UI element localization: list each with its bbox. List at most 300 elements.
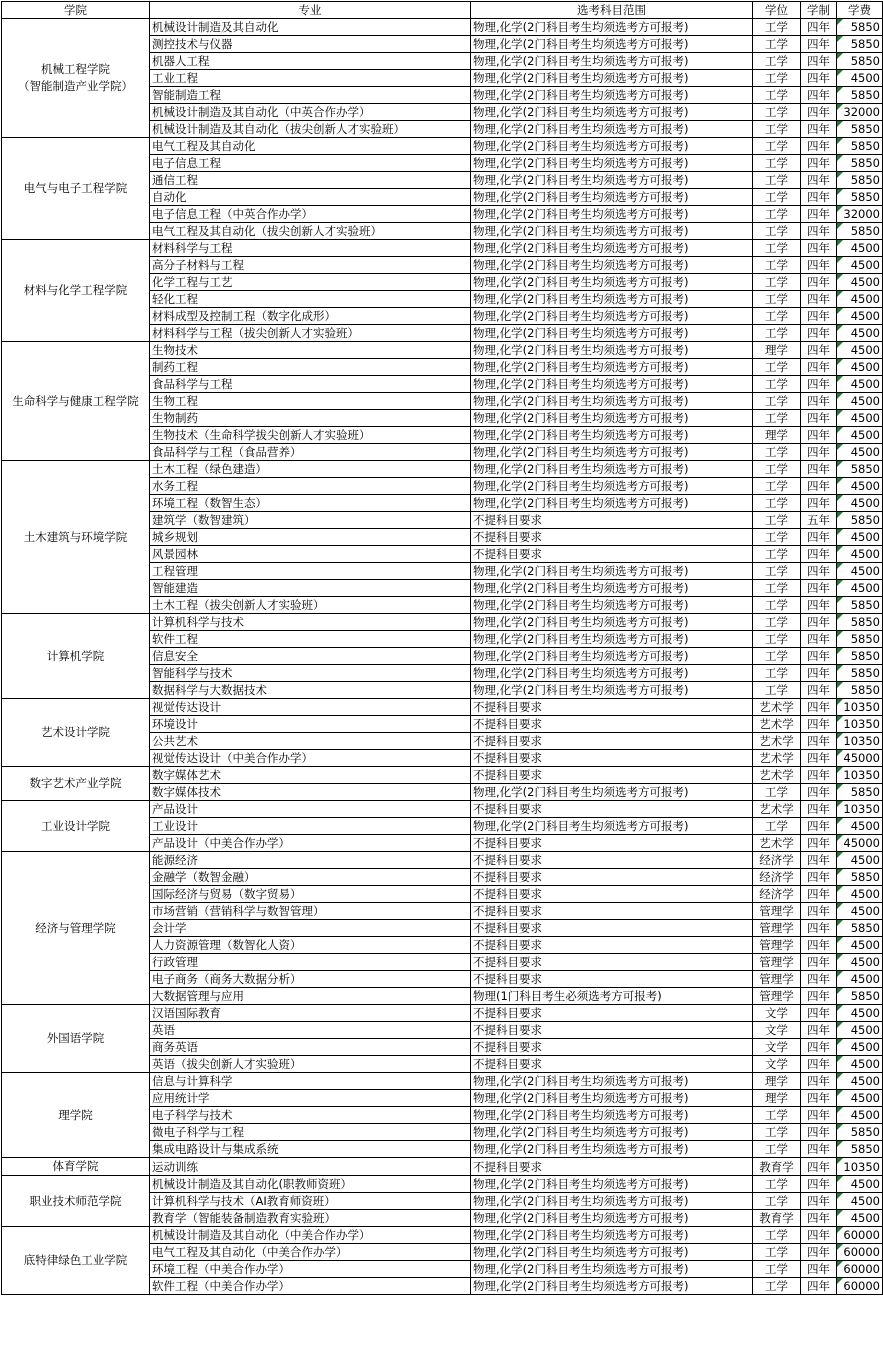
college-cell: 职业技术师范学院 (2, 1176, 150, 1227)
subject-cell: 物理,化学(2门科目考生均须选考方可报考) (471, 138, 753, 155)
degree-cell: 工学 (753, 359, 801, 376)
major-cell: 化学工程与工艺 (150, 274, 471, 291)
subject-cell: 物理,化学(2门科目考生均须选考方可报考) (471, 1141, 753, 1158)
fee-cell: 10350 (837, 699, 883, 716)
college-cell: 数字艺术产业学院 (2, 767, 150, 801)
subject-cell: 不提科目要求 (471, 750, 753, 767)
fee-cell: 60000 (837, 1227, 883, 1244)
years-cell: 四年 (801, 971, 837, 988)
years-cell: 四年 (801, 36, 837, 53)
fee-cell: 5850 (837, 1141, 883, 1158)
degree-cell: 工学 (753, 223, 801, 240)
degree-cell: 工学 (753, 444, 801, 461)
fee-cell: 5850 (837, 121, 883, 138)
fee-cell: 32000 (837, 206, 883, 223)
subject-cell: 不提科目要求 (471, 937, 753, 954)
fee-cell: 4500 (837, 376, 883, 393)
subject-cell: 物理,化学(2门科目考生均须选考方可报考) (471, 206, 753, 223)
header-major: 专业 (150, 2, 471, 19)
subject-cell: 物理,化学(2门科目考生均须选考方可报考) (471, 1090, 753, 1107)
major-cell: 环境设计 (150, 716, 471, 733)
fee-cell: 5850 (837, 920, 883, 937)
degree-cell: 管理学 (753, 988, 801, 1005)
major-cell: 生物技术（生命科学拔尖创新人才实验班） (150, 427, 471, 444)
major-cell: 公共艺术 (150, 733, 471, 750)
college-cell: 电气与电子工程学院 (2, 138, 150, 240)
subject-cell: 不提科目要求 (471, 716, 753, 733)
major-cell: 应用统计学 (150, 1090, 471, 1107)
fee-cell: 4500 (837, 937, 883, 954)
fee-cell: 4500 (837, 444, 883, 461)
degree-cell: 艺术学 (753, 699, 801, 716)
table-row (2, 342, 883, 359)
fee-cell: 5850 (837, 869, 883, 886)
years-cell: 四年 (801, 1056, 837, 1073)
fee-cell: 4500 (837, 393, 883, 410)
degree-cell: 工学 (753, 597, 801, 614)
subject-cell: 物理,化学(2门科目考生均须选考方可报考) (471, 444, 753, 461)
subject-cell: 不提科目要求 (471, 886, 753, 903)
subject-cell: 物理,化学(2门科目考生均须选考方可报考) (471, 631, 753, 648)
table-row (2, 461, 883, 478)
college-cell: 工业设计学院 (2, 801, 150, 852)
subject-cell: 不提科目要求 (471, 529, 753, 546)
subject-cell: 物理,化学(2门科目考生均须选考方可报考) (471, 36, 753, 53)
fee-cell: 4500 (837, 1107, 883, 1124)
years-cell: 四年 (801, 1227, 837, 1244)
fee-cell: 5850 (837, 665, 883, 682)
fee-cell: 4500 (837, 1176, 883, 1193)
degree-cell: 文学 (753, 1056, 801, 1073)
years-cell: 四年 (801, 478, 837, 495)
degree-cell: 工学 (753, 495, 801, 512)
years-cell: 四年 (801, 546, 837, 563)
fee-cell: 4500 (837, 495, 883, 512)
degree-cell: 工学 (753, 1176, 801, 1193)
college-cell: 底特律绿色工业学院 (2, 1227, 150, 1295)
degree-cell: 工学 (753, 393, 801, 410)
years-cell: 四年 (801, 240, 837, 257)
subject-cell: 不提科目要求 (471, 1022, 753, 1039)
major-cell: 软件工程 (150, 631, 471, 648)
degree-cell: 经济学 (753, 869, 801, 886)
fee-cell: 5850 (837, 631, 883, 648)
subject-cell: 物理,化学(2门科目考生均须选考方可报考) (471, 155, 753, 172)
degree-cell: 工学 (753, 172, 801, 189)
years-cell: 四年 (801, 19, 837, 36)
years-cell: 四年 (801, 257, 837, 274)
degree-cell: 工学 (753, 155, 801, 172)
degree-cell: 文学 (753, 1005, 801, 1022)
fee-cell: 4500 (837, 1056, 883, 1073)
major-cell: 国际经济与贸易（数字贸易） (150, 886, 471, 903)
fee-cell: 4500 (837, 954, 883, 971)
degree-cell: 工学 (753, 648, 801, 665)
years-cell: 四年 (801, 648, 837, 665)
major-cell: 数字媒体技术 (150, 784, 471, 801)
fee-cell: 10350 (837, 767, 883, 784)
degree-cell: 管理学 (753, 920, 801, 937)
years-cell: 四年 (801, 291, 837, 308)
major-cell: 微电子科学与工程 (150, 1124, 471, 1141)
years-cell: 四年 (801, 189, 837, 206)
degree-cell: 工学 (753, 529, 801, 546)
college-cell: 土木建筑与环境学院 (2, 461, 150, 614)
subject-cell: 物理,化学(2门科目考生均须选考方可报考) (471, 1107, 753, 1124)
major-cell: 智能科学与技术 (150, 665, 471, 682)
major-cell: 土木工程（拔尖创新人才实验班） (150, 597, 471, 614)
years-cell: 四年 (801, 1073, 837, 1090)
degree-cell: 工学 (753, 104, 801, 121)
years-cell: 四年 (801, 427, 837, 444)
fee-cell: 4500 (837, 1022, 883, 1039)
major-cell: 电子信息工程（中英合作办学） (150, 206, 471, 223)
subject-cell: 物理,化学(2门科目考生均须选考方可报考) (471, 495, 753, 512)
fee-cell: 5850 (837, 172, 883, 189)
fee-cell: 5850 (837, 988, 883, 1005)
subject-cell: 物理,化学(2门科目考生均须选考方可报考) (471, 461, 753, 478)
subject-cell: 不提科目要求 (471, 835, 753, 852)
college-cell: 理学院 (2, 1073, 150, 1158)
major-cell: 风景园林 (150, 546, 471, 563)
years-cell: 四年 (801, 155, 837, 172)
years-cell: 四年 (801, 70, 837, 87)
years-cell: 四年 (801, 937, 837, 954)
major-cell: 机械设计制造及其自动化(职教师资班） (150, 1176, 471, 1193)
degree-cell: 教育学 (753, 1158, 801, 1176)
degree-cell: 工学 (753, 665, 801, 682)
fee-cell: 10350 (837, 801, 883, 818)
fee-cell: 5850 (837, 784, 883, 801)
major-cell: 计算机科学与技术 (150, 614, 471, 631)
degree-cell: 工学 (753, 1141, 801, 1158)
table-row (2, 138, 883, 155)
fee-cell: 4500 (837, 274, 883, 291)
years-cell: 四年 (801, 1210, 837, 1227)
header-college: 学院 (2, 2, 150, 19)
subject-cell: 物理,化学(2门科目考生均须选考方可报考) (471, 189, 753, 206)
major-cell: 能源经济 (150, 852, 471, 869)
fee-cell: 4500 (837, 291, 883, 308)
years-cell: 四年 (801, 818, 837, 835)
degree-cell: 工学 (753, 308, 801, 325)
degree-cell: 工学 (753, 53, 801, 70)
years-cell: 四年 (801, 614, 837, 631)
subject-cell: 不提科目要求 (471, 869, 753, 886)
fee-cell: 5850 (837, 19, 883, 36)
college-cell: 计算机学院 (2, 614, 150, 699)
subject-cell: 不提科目要求 (471, 1039, 753, 1056)
degree-cell: 工学 (753, 546, 801, 563)
subject-cell: 物理,化学(2门科目考生均须选考方可报考) (471, 563, 753, 580)
years-cell: 四年 (801, 699, 837, 716)
fee-cell: 4500 (837, 1193, 883, 1210)
fee-cell: 4500 (837, 852, 883, 869)
fee-cell: 5850 (837, 648, 883, 665)
degree-cell: 工学 (753, 19, 801, 36)
subject-cell: 物理,化学(2门科目考生均须选考方可报考) (471, 19, 753, 36)
years-cell: 四年 (801, 1176, 837, 1193)
degree-cell: 工学 (753, 410, 801, 427)
subject-cell: 物理,化学(2门科目考生均须选考方可报考) (471, 172, 753, 189)
years-cell: 四年 (801, 138, 837, 155)
major-cell: 生物工程 (150, 393, 471, 410)
major-cell: 数字媒体艺术 (150, 767, 471, 784)
years-cell: 四年 (801, 954, 837, 971)
subject-cell: 物理,化学(2门科目考生均须选考方可报考) (471, 308, 753, 325)
fee-cell: 5850 (837, 1124, 883, 1141)
degree-cell: 工学 (753, 1124, 801, 1141)
subject-cell: 不提科目要求 (471, 767, 753, 784)
major-cell: 信息安全 (150, 648, 471, 665)
years-cell: 四年 (801, 495, 837, 512)
degree-cell: 管理学 (753, 937, 801, 954)
years-cell: 四年 (801, 1124, 837, 1141)
table-row (2, 699, 883, 716)
table-body (2, 19, 883, 1295)
table-row (2, 1158, 883, 1176)
table-row (2, 19, 883, 36)
subject-cell: 不提科目要求 (471, 699, 753, 716)
subject-cell: 物理,化学(2门科目考生均须选考方可报考) (471, 665, 753, 682)
major-cell: 集成电路设计与集成系统 (150, 1141, 471, 1158)
fee-cell: 4500 (837, 1090, 883, 1107)
subject-cell: 物理,化学(2门科目考生均须选考方可报考) (471, 597, 753, 614)
major-cell: 通信工程 (150, 172, 471, 189)
years-cell: 四年 (801, 1005, 837, 1022)
degree-cell: 工学 (753, 1227, 801, 1244)
fee-cell: 4500 (837, 240, 883, 257)
major-cell: 市场营销（营销科学与数智管理） (150, 903, 471, 920)
fee-cell: 4500 (837, 1005, 883, 1022)
degree-cell: 工学 (753, 1193, 801, 1210)
years-cell: 四年 (801, 1261, 837, 1278)
subject-cell: 物理,化学(2门科目考生均须选考方可报考) (471, 682, 753, 699)
degree-cell: 工学 (753, 240, 801, 257)
major-cell: 汉语国际教育 (150, 1005, 471, 1022)
major-cell: 视觉传达设计（中美合作办学） (150, 750, 471, 767)
fee-cell: 5850 (837, 682, 883, 699)
years-cell: 四年 (801, 835, 837, 852)
subject-cell: 物理,化学(2门科目考生均须选考方可报考) (471, 818, 753, 835)
major-cell: 生物制药 (150, 410, 471, 427)
major-cell: 人力资源管理（数智化人资） (150, 937, 471, 954)
subject-cell: 物理,化学(2门科目考生均须选考方可报考) (471, 614, 753, 631)
fee-cell: 4500 (837, 342, 883, 359)
degree-cell: 工学 (753, 138, 801, 155)
fee-cell: 10350 (837, 1158, 883, 1176)
degree-cell: 工学 (753, 580, 801, 597)
subject-cell: 物理,化学(2门科目考生均须选考方可报考) (471, 240, 753, 257)
years-cell: 四年 (801, 1193, 837, 1210)
college-cell: 艺术设计学院 (2, 699, 150, 767)
major-cell: 行政管理 (150, 954, 471, 971)
subject-cell: 物理,化学(2门科目考生均须选考方可报考) (471, 580, 753, 597)
degree-cell: 工学 (753, 478, 801, 495)
fee-cell: 4500 (837, 546, 883, 563)
degree-cell: 工学 (753, 87, 801, 104)
major-cell: 产品设计 (150, 801, 471, 818)
degree-cell: 管理学 (753, 954, 801, 971)
degree-cell: 工学 (753, 682, 801, 699)
header-subjects: 选考科目范围 (471, 2, 753, 19)
fee-cell: 4500 (837, 563, 883, 580)
fee-cell: 4500 (837, 903, 883, 920)
table-row (2, 801, 883, 818)
years-cell: 四年 (801, 1039, 837, 1056)
degree-cell: 工学 (753, 121, 801, 138)
years-cell: 四年 (801, 461, 837, 478)
degree-cell: 工学 (753, 784, 801, 801)
subject-cell: 物理,化学(2门科目考生均须选考方可报考) (471, 648, 753, 665)
degree-cell: 艺术学 (753, 716, 801, 733)
years-cell: 四年 (801, 920, 837, 937)
years-cell: 四年 (801, 580, 837, 597)
subject-cell: 物理,化学(2门科目考生均须选考方可报考) (471, 1244, 753, 1261)
degree-cell: 管理学 (753, 971, 801, 988)
subject-cell: 物理,化学(2门科目考生均须选考方可报考) (471, 1073, 753, 1090)
years-cell: 四年 (801, 1158, 837, 1176)
years-cell: 四年 (801, 53, 837, 70)
subject-cell: 不提科目要求 (471, 546, 753, 563)
subject-cell: 不提科目要求 (471, 1005, 753, 1022)
years-cell: 四年 (801, 529, 837, 546)
major-cell: 工业工程 (150, 70, 471, 87)
years-cell: 四年 (801, 801, 837, 818)
degree-cell: 经济学 (753, 852, 801, 869)
years-cell: 四年 (801, 869, 837, 886)
years-cell: 四年 (801, 359, 837, 376)
major-cell: 食品科学与工程 (150, 376, 471, 393)
fee-cell: 5850 (837, 614, 883, 631)
major-cell: 电气工程及其自动化（拔尖创新人才实验班） (150, 223, 471, 240)
subject-cell: 不提科目要求 (471, 1158, 753, 1176)
major-cell: 制药工程 (150, 359, 471, 376)
years-cell: 四年 (801, 784, 837, 801)
subject-cell: 物理,化学(2门科目考生均须选考方可报考) (471, 478, 753, 495)
years-cell: 四年 (801, 206, 837, 223)
fee-cell: 5850 (837, 155, 883, 172)
admissions-table (1, 1, 883, 1295)
subject-cell: 物理,化学(2门科目考生均须选考方可报考) (471, 70, 753, 87)
fee-cell: 5850 (837, 87, 883, 104)
years-cell: 四年 (801, 223, 837, 240)
degree-cell: 工学 (753, 563, 801, 580)
major-cell: 建筑学（数智建筑） (150, 512, 471, 529)
fee-cell: 5850 (837, 36, 883, 53)
subject-cell: 物理,化学(2门科目考生均须选考方可报考) (471, 1193, 753, 1210)
years-cell: 四年 (801, 121, 837, 138)
major-cell: 工业设计 (150, 818, 471, 835)
major-cell: 城乡规划 (150, 529, 471, 546)
major-cell: 数据科学与大数据技术 (150, 682, 471, 699)
fee-cell: 4500 (837, 478, 883, 495)
college-cell: 材料与化学工程学院 (2, 240, 150, 342)
years-cell: 四年 (801, 1090, 837, 1107)
subject-cell: 物理,化学(2门科目考生均须选考方可报考) (471, 325, 753, 342)
fee-cell: 4500 (837, 1039, 883, 1056)
degree-cell: 工学 (753, 631, 801, 648)
degree-cell: 理学 (753, 1090, 801, 1107)
degree-cell: 管理学 (753, 903, 801, 920)
major-cell: 商务英语 (150, 1039, 471, 1056)
major-cell: 教育学（智能装备制造教育实验班） (150, 1210, 471, 1227)
major-cell: 英语（拔尖创新人才实验班） (150, 1056, 471, 1073)
subject-cell: 物理,化学(2门科目考生均须选考方可报考) (471, 274, 753, 291)
major-cell: 电子商务（商务大数据分析） (150, 971, 471, 988)
subject-cell: 物理,化学(2门科目考生均须选考方可报考) (471, 223, 753, 240)
table-row (2, 614, 883, 631)
years-cell: 四年 (801, 716, 837, 733)
major-cell: 电气工程及其自动化 (150, 138, 471, 155)
major-cell: 材料科学与工程 (150, 240, 471, 257)
college-cell: 机械工程学院 （智能制造产业学院） (2, 19, 150, 138)
degree-cell: 艺术学 (753, 750, 801, 767)
major-cell: 轻化工程 (150, 291, 471, 308)
fee-cell: 4500 (837, 1210, 883, 1227)
fee-cell: 4500 (837, 580, 883, 597)
subject-cell: 不提科目要求 (471, 1056, 753, 1073)
degree-cell: 工学 (753, 461, 801, 478)
fee-cell: 4500 (837, 971, 883, 988)
major-cell: 电气工程及其自动化（中美合作办学） (150, 1244, 471, 1261)
fee-cell: 10350 (837, 733, 883, 750)
fee-cell: 4500 (837, 1073, 883, 1090)
degree-cell: 经济学 (753, 886, 801, 903)
degree-cell: 教育学 (753, 1210, 801, 1227)
fee-cell: 60000 (837, 1278, 883, 1295)
fee-cell: 4500 (837, 427, 883, 444)
subject-cell: 物理(1门科目考生必须选考方可报考) (471, 988, 753, 1005)
fee-cell: 5850 (837, 189, 883, 206)
degree-cell: 工学 (753, 1107, 801, 1124)
subject-cell: 不提科目要求 (471, 801, 753, 818)
subject-cell: 物理,化学(2门科目考生均须选考方可报考) (471, 784, 753, 801)
subject-cell: 物理,化学(2门科目考生均须选考方可报考) (471, 53, 753, 70)
major-cell: 软件工程（中美合作办学） (150, 1278, 471, 1295)
degree-cell: 工学 (753, 274, 801, 291)
subject-cell: 物理,化学(2门科目考生均须选考方可报考) (471, 376, 753, 393)
degree-cell: 工学 (753, 257, 801, 274)
major-cell: 材料成型及控制工程（数字化成形） (150, 308, 471, 325)
fee-cell: 5850 (837, 512, 883, 529)
table-row (2, 1176, 883, 1193)
degree-cell: 工学 (753, 291, 801, 308)
subject-cell: 物理,化学(2门科目考生均须选考方可报考) (471, 257, 753, 274)
fee-cell: 4500 (837, 818, 883, 835)
degree-cell: 艺术学 (753, 835, 801, 852)
college-cell: 生命科学与健康工程学院 (2, 342, 150, 461)
years-cell: 四年 (801, 410, 837, 427)
subject-cell: 不提科目要求 (471, 733, 753, 750)
fee-cell: 4500 (837, 257, 883, 274)
years-cell: 四年 (801, 682, 837, 699)
degree-cell: 理学 (753, 342, 801, 359)
major-cell: 大数据管理与应用 (150, 988, 471, 1005)
years-cell: 四年 (801, 325, 837, 342)
subject-cell: 不提科目要求 (471, 971, 753, 988)
fee-cell: 5850 (837, 53, 883, 70)
fee-cell: 60000 (837, 1261, 883, 1278)
degree-cell: 工学 (753, 1261, 801, 1278)
table-row (2, 852, 883, 869)
major-cell: 自动化 (150, 189, 471, 206)
major-cell: 工程管理 (150, 563, 471, 580)
years-cell: 四年 (801, 852, 837, 869)
subject-cell: 物理,化学(2门科目考生均须选考方可报考) (471, 393, 753, 410)
years-cell: 五年 (801, 512, 837, 529)
degree-cell: 工学 (753, 36, 801, 53)
